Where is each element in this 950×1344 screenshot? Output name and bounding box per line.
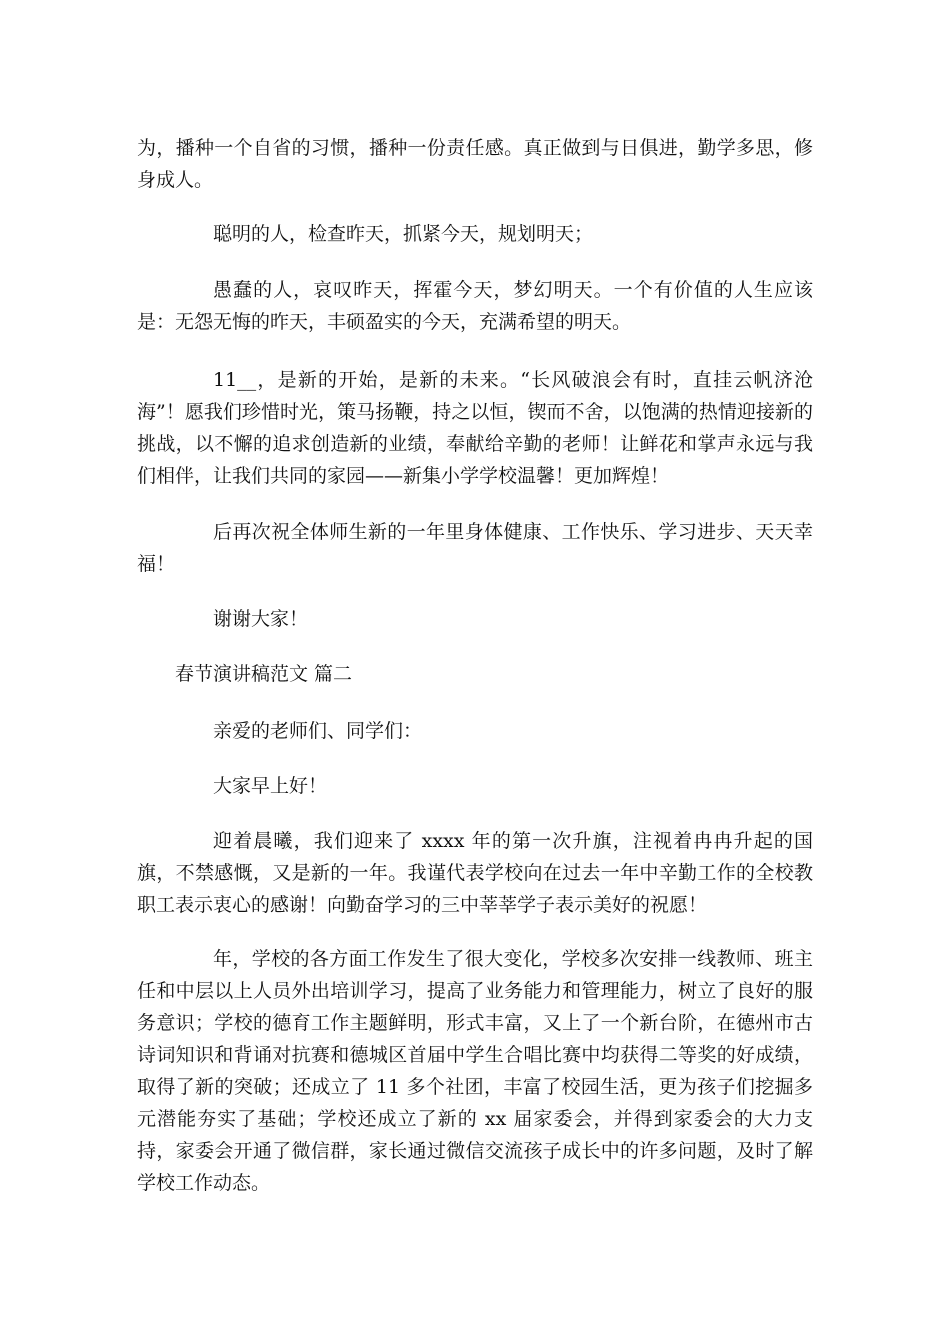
section-heading: 春节演讲稿范文 篇二	[175, 663, 353, 685]
paragraph-greeting-audience: 亲爱的老师们、同学们：	[213, 720, 423, 742]
paragraph-final-wishes: 后再次祝全体师生新的一年里身体健康、工作快乐、学习进步、天天幸福！	[137, 521, 813, 575]
paragraph-school-achievements: 年，学校的各方面工作发生了很大变化，学校多次安排一线教师、班主任和中层以上人员外出培训学习，提高了业务能力和管理能力，树立了良好的服务意识；学校的德育工作主题鲜明，形式丰富，又上了一个新台阶，在德州市古诗词知识和背诵对抗赛和德城区首届中学生合唱比赛中均获得二等奖的好成绩，取得了新的突破；还成立了 11 多个社团，丰富了校园生活，更为孩子们挖掘多元潜能夯实了基础；学校还成立了新的 xx 届家委会，并得到家委会的大力支持，家委会开通了微信群，家长通过微信交流孩子成长中的许多问题，及时了解学校工作动态。	[137, 948, 813, 1194]
paragraph-foolish-people: 愚蠢的人，哀叹昨天，挥霍今天，梦幻明天。一个有价值的人生应该是：无怨无悔的昨天，丰硕盈实的今天，充满希望的明天。	[137, 279, 813, 333]
paragraph-thanks: 谢谢大家！	[213, 608, 309, 630]
paragraph-continuation: 为，播种一个自省的习惯，播种一份责任感。真正做到与日俱进，勤学多思，修身成人。	[137, 137, 813, 191]
paragraph-new-beginning: 11__，是新的开始，是新的未来。“长风破浪会有时，直挂云帆济沧海”！愿我们珍惜时光，策马扬鞭，持之以恒，锲而不舍，以饱满的热情迎接新的挑战，以不懈的追求创造新的业绩，奉献给辛勤的老师！让鲜花和掌声永远与我们相伴，让我们共同的家园——新集小学学校温馨！更加辉煌！	[137, 369, 813, 487]
paragraph-wise-people: 聪明的人，检查昨天，抓紧今天，规划明天；	[213, 223, 594, 245]
paragraph-good-morning: 大家早上好！	[213, 775, 328, 797]
paragraph-flag-raising: 迎着晨曦，我们迎来了 xxxx 年的第一次升旗，注视着冉冉升起的国旗，不禁感慨，又是新的一年。我谨代表学校向在过去一年中辛勤工作的全校教职工表示衷心的感谢！向勤奋学习的三中莘莘学子表示美好的祝愿！	[137, 830, 813, 916]
